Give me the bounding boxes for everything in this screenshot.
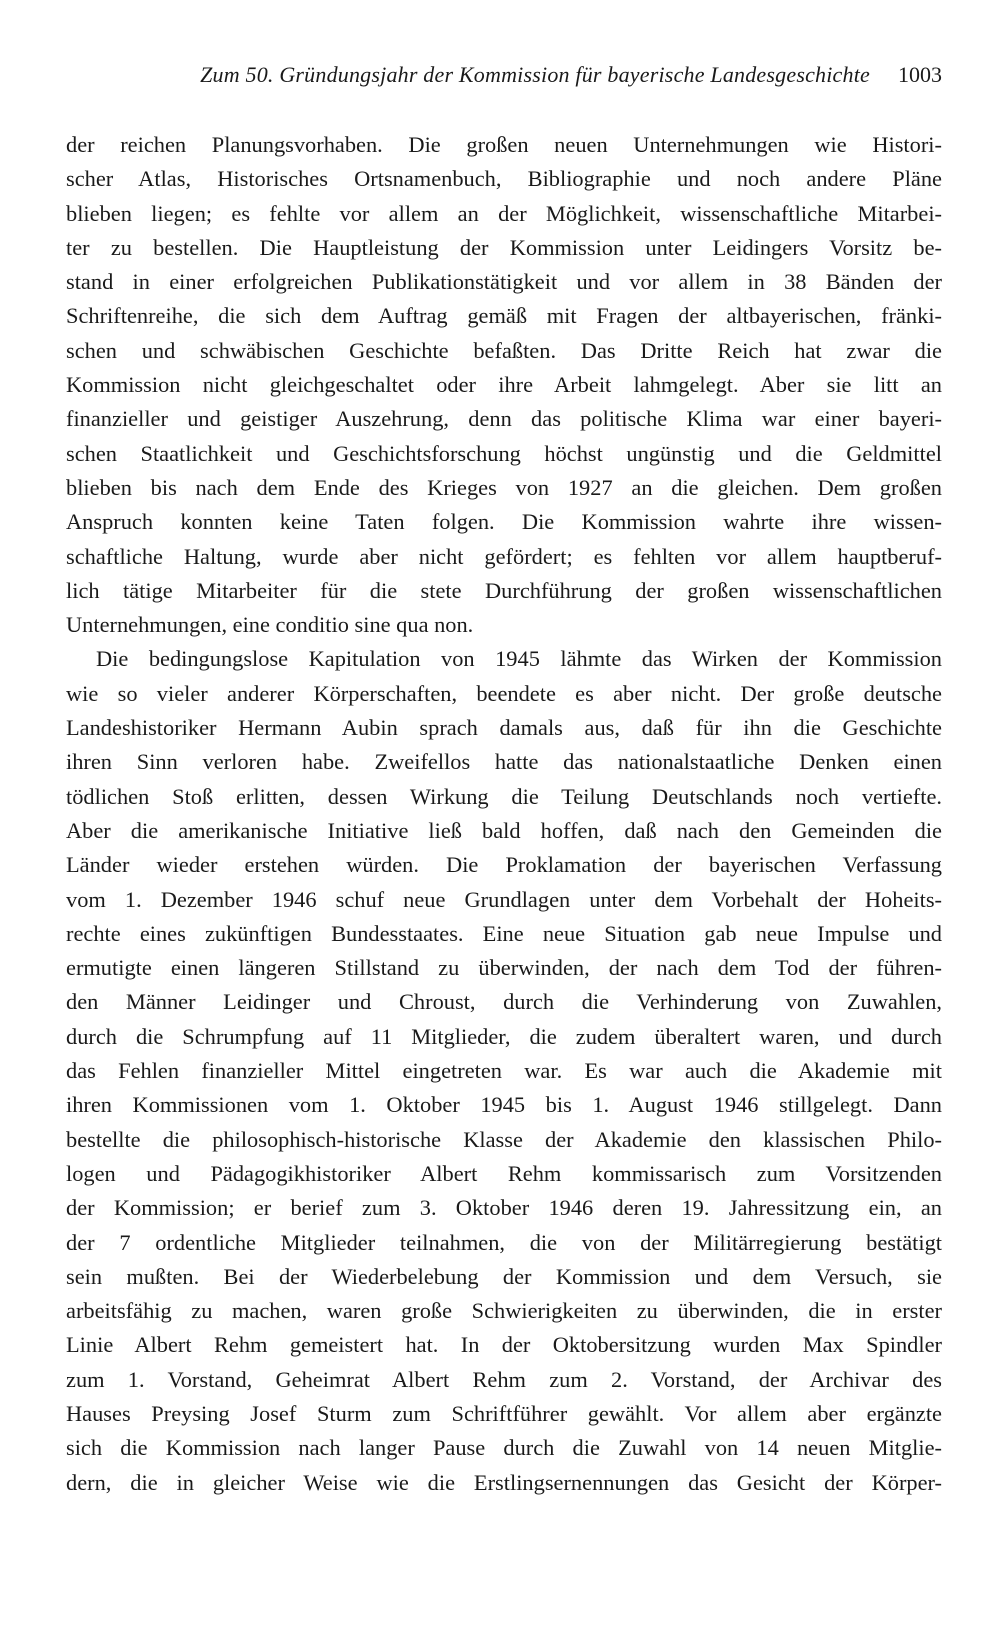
- text-line: Kommission nicht gleichgeschaltet oder ihre Arbeit lahmgelegt. Aber sie litt an: [66, 372, 942, 398]
- text-line: Schriftenreihe, die sich dem Auftrag gemäß mit Fragen der altbayerischen, fränki-: [66, 303, 942, 329]
- text-line: vom 1. Dezember 1946 schuf neue Grundlagen unter dem Vorbehalt der Hoheits-: [66, 886, 942, 912]
- text-line: finanzieller und geistiger Auszehrung, denn das politische Klima war einer bayeri-: [66, 406, 942, 432]
- text-line: blieben bis nach dem Ende des Krieges von 1927 an die gleichen. Dem großen: [66, 474, 942, 500]
- text-line: Aber die amerikanische Initiative ließ bald hoffen, daß nach den Gemeinden die: [66, 817, 942, 843]
- text-line: Die bedingungslose Kapitulation von 1945 lähmte das Wirken der Kommission: [96, 646, 942, 672]
- text-line: durch die Schrumpfung auf 11 Mitglieder, die zudem überaltert waren, und durch: [66, 1023, 942, 1049]
- page-number: 1003: [898, 62, 942, 87]
- text-line: Unternehmungen, eine conditio sine qua non.: [66, 612, 474, 638]
- paragraph: [66, 128, 942, 642]
- text-line: bestellte die philosophisch-historische Klasse der Akademie den klassischen Philo-: [66, 1126, 942, 1152]
- text-line: Länder wieder erstehen würden. Die Proklamation der bayerischen Verfassung: [66, 852, 942, 878]
- text-line: der 7 ordentliche Mitglieder teilnahmen, die von der Militärregierung bestätigt: [66, 1229, 942, 1255]
- text-line: rechte eines zukünftigen Bundesstaates. Eine neue Situation gab neue Impulse und: [66, 920, 942, 946]
- text-line: schen Staatlichkeit und Geschichtsforschung höchst ungünstig und die Geldmittel: [66, 440, 942, 466]
- running-title: Zum 50. Gründungsjahr der Kommission für bayerische Landesgeschichte: [200, 62, 870, 87]
- text-line: ihren Kommissionen vom 1. Oktober 1945 bis 1. August 1946 stillgelegt. Dann: [66, 1092, 942, 1118]
- text-line: sich die Kommission nach langer Pause durch die Zuwahl von 14 neuen Mitglie-: [66, 1435, 942, 1461]
- text-line: der Kommission; er berief zum 3. Oktober 1946 deren 19. Jahressitzung ein, an: [66, 1195, 942, 1221]
- text-line: logen und Pädagogikhistoriker Albert Rehm kommissarisch zum Vorsitzenden: [66, 1160, 942, 1186]
- text-line: zum 1. Vorstand, Geheimrat Albert Rehm zum 2. Vorstand, der Archivar des: [66, 1366, 942, 1392]
- text-line: den Männer Leidinger und Chroust, durch die Verhinderung von Zuwahlen,: [66, 989, 942, 1015]
- text-line: tödlichen Stoß erlitten, dessen Wirkung die Teilung Deutschlands noch vertiefte.: [66, 783, 942, 809]
- text-line: blieben liegen; es fehlte vor allem an der Möglichkeit, wissenschaftliche Mitarbei-: [66, 200, 942, 226]
- text-line: wie so vieler anderer Körperschaften, beendete es aber nicht. Der große deutsche: [66, 680, 942, 706]
- text-line: Hauses Preysing Josef Sturm zum Schriftführer gewählt. Vor allem aber ergänzte: [66, 1400, 942, 1426]
- text-line: ihren Sinn verloren habe. Zweifellos hatte das nationalstaatliche Denken einen: [66, 749, 942, 775]
- text-line: dern, die in gleicher Weise wie die Erstlingsernennungen das Gesicht der Körper-: [66, 1469, 942, 1495]
- body-text: [66, 128, 942, 1500]
- text-line: ter zu bestellen. Die Hauptleistung der Kommission unter Leidingers Vorsitz be-: [66, 234, 942, 260]
- text-line: sein mußten. Bei der Wiederbelebung der Kommission und dem Versuch, sie: [66, 1263, 942, 1289]
- text-line: scher Atlas, Historisches Ortsnamenbuch, Bibliographie und noch andere Pläne: [66, 166, 942, 192]
- text-line: Linie Albert Rehm gemeistert hat. In der Oktobersitzung wurden Max Spindler: [66, 1332, 942, 1358]
- text-line: lich tätige Mitarbeiter für die stete Durchführung der großen wissenschaftlichen: [66, 577, 942, 603]
- text-line: arbeitsfähig zu machen, waren große Schwierigkeiten zu überwinden, die in erster: [66, 1298, 942, 1324]
- running-head: [66, 62, 942, 94]
- text-line: stand in einer erfolgreichen Publikationstätigkeit und vor allem in 38 Bänden der: [66, 269, 942, 295]
- text-line: Landeshistoriker Hermann Aubin sprach damals aus, daß für ihn die Geschichte: [66, 715, 942, 741]
- text-line: Anspruch konnten keine Taten folgen. Die Kommission wahrte ihre wissen-: [66, 509, 942, 535]
- text-line: der reichen Planungsvorhaben. Die großen neuen Unternehmungen wie Histori-: [66, 132, 942, 157]
- text-line: das Fehlen finanzieller Mittel eingetreten war. Es war auch die Akademie mit: [66, 1058, 942, 1084]
- text-line: ermutigte einen längeren Stillstand zu überwinden, der nach dem Tod der führen-: [66, 955, 942, 981]
- paragraph: [66, 642, 942, 1499]
- text-line: schen und schwäbischen Geschichte befaßten. Das Dritte Reich hat zwar die: [66, 337, 942, 363]
- text-line: schaftliche Haltung, wurde aber nicht gefördert; es fehlten vor allem hauptberuf-: [66, 543, 942, 569]
